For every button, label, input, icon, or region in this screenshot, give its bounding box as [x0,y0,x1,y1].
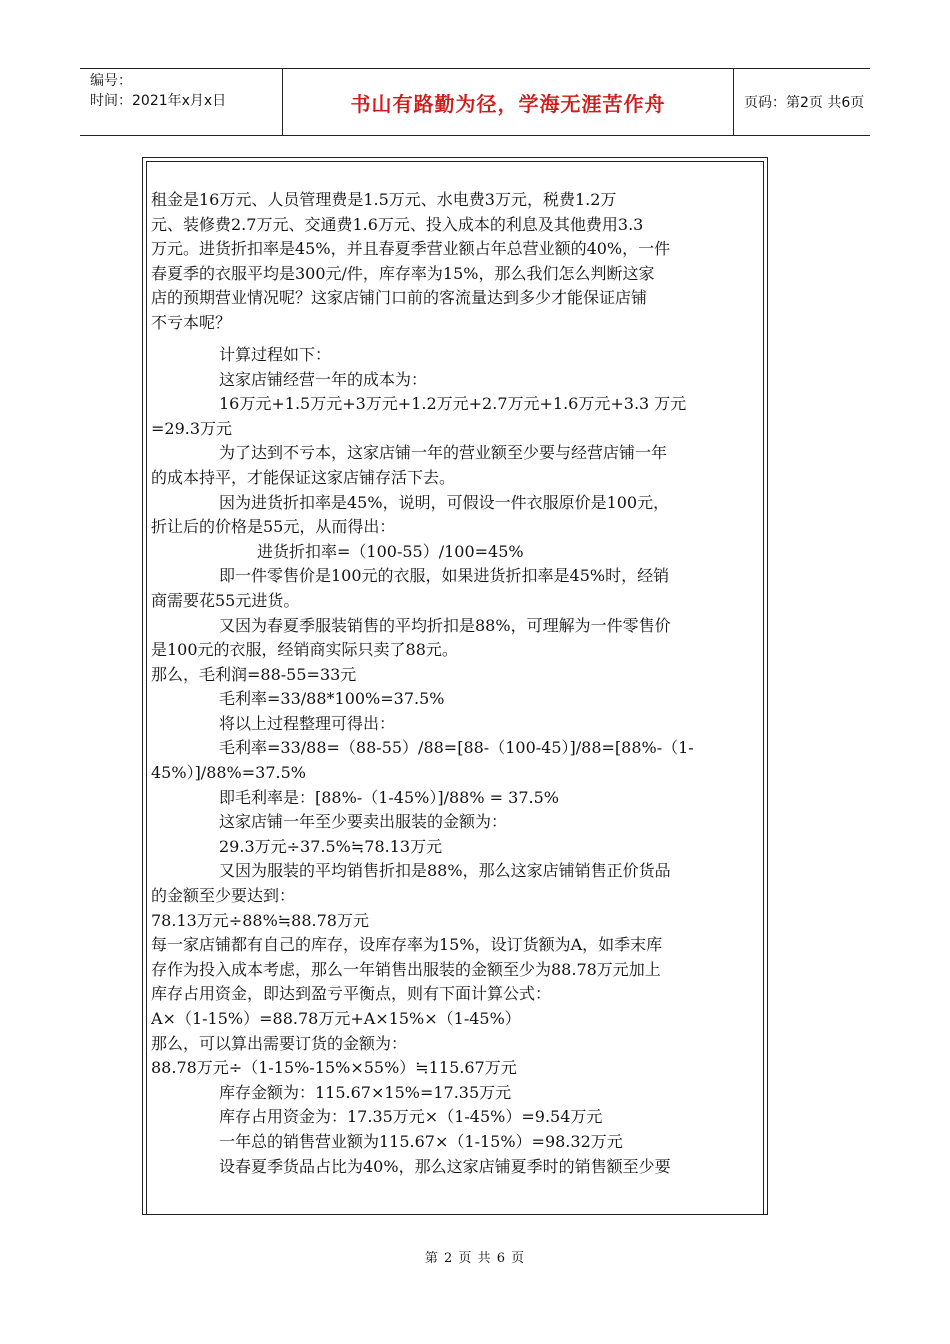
page-footer: 第 2 页 共 6 页 [424,1251,526,1266]
body-line: 库存占用资金，即达到盈亏平衡点，则有下面计算公式： [151,984,552,1004]
body-line: 毛利率=33/88=（88-55）/88=[88-（100-45）]/88=[88%-（1- [219,738,694,758]
body-line: 存作为投入成本考虑，那么一年销售出服装的金额至少为88.78万元加上 [151,959,661,979]
body-line: A×（1-15%）=88.78万元+A×15%×（1-45%） [151,1009,521,1028]
body-line: 因为进货折扣率是45%，说明，可假设一件衣服原价是100元， [219,492,670,512]
body-line: 春夏季的衣服平均是300元/件，库存率为15%，那么我们怎么判断这家 [151,263,655,283]
body-line: 又因为服装的平均销售折扣是88%，那么这家店铺销售正价货品 [219,861,671,881]
body-line: 即毛利率是：[88%-（1-45%）]/88% = 37.5% [219,787,559,807]
body-line: 即一件零售价是100元的衣服，如果进货折扣率是45%时，经销 [219,566,670,586]
body-line: 的金额至少要达到： [151,886,296,906]
header-page-cell [734,69,870,135]
body-line: 这家店铺经营一年的成本为： [219,369,428,389]
body-line: 一年总的销售营业额为115.67×（1-15%）=98.32万元 [219,1131,623,1151]
body-line: =29.3万元 [151,418,233,438]
body-line: 元、装修费2.7万元、交通费1.6万元、投入成本的利息及其他费用3.3 [151,214,644,234]
body-line: 将以上过程整理可得出： [219,713,396,733]
body-line: 的成本持平，才能保证这家店铺存活下去。 [151,467,456,487]
body-line: 那么，毛利润=88-55=33元 [151,664,357,684]
body-line: 每一家店铺都有自己的库存，设库存率为15%，设订货额为A，如季末库 [151,935,663,955]
body-line: 折让后的价格是55元，从而得出： [151,517,396,537]
number-label: 编号： [90,73,132,89]
body-line: 设春夏季货品占比为40%，那么这家店铺夏季时的销售额至少要 [219,1156,671,1176]
body-line: 进货折扣率=（100-55）/100=45% [257,541,524,561]
body-line: 是100元的衣服，经销商实际只卖了88元。 [151,640,458,660]
body-line: 78.13万元÷88%≒88.78万元 [151,910,369,930]
body-line: 库存占用资金为：17.35万元×（1-45%）=9.54万元 [219,1107,603,1127]
body-line: 29.3万元÷37.5%≒78.13万元 [219,836,443,856]
body-line: 不亏本呢？ [151,312,232,332]
body-line: 万元。进货折扣率是45%，并且春夏季营业额占年总营业额的40%，一件 [151,239,671,259]
body-line: 88.78万元÷（1-15%-15%×55%）≒115.67万元 [151,1058,517,1078]
time-label: 时间：2021年x月x日 [90,93,227,109]
body-line: 这家店铺一年至少要卖出服装的金额为： [219,812,508,832]
page-number-label: 页码：第2页 共6页 [744,95,865,111]
document-body [151,188,763,1179]
body-line: 16万元+1.5万元+3万元+1.2万元+2.7万元+1.6万元+3.3 万元 [219,394,687,414]
body-line: 库存金额为：115.67×15%=17.35万元 [219,1082,512,1102]
header-motto-cell [282,69,734,135]
body-line: 那么，可以算出需要订货的金额为： [151,1033,408,1053]
body-line: 毛利率=33/88*100%=37.5% [219,689,445,709]
content-frame [142,157,768,1215]
body-line: 计算过程如下： [219,344,332,364]
body-line: 又因为春夏季服装销售的平均折扣是88%，可理解为一件零售价 [219,615,671,635]
body-line: 租金是16万元、人员管理费是1.5万元、水电费3万元，税费1.2万 [151,190,617,209]
body-line: 45%）]/88%=37.5% [151,763,306,783]
page-header [80,68,870,136]
header-meta [80,69,282,135]
content-frame-inner [146,161,764,1214]
body-line: 店的预期营业情况呢？这家店铺门口前的客流量达到多少才能保证店铺 [151,288,648,308]
body-line: 商需要花55元进货。 [151,590,300,610]
body-line: 为了达到不亏本，这家店铺一年的营业额至少要与经营店铺一年 [219,443,668,463]
motto-text: 书山有路勤为径，学海无涯苦作舟 [350,91,666,116]
